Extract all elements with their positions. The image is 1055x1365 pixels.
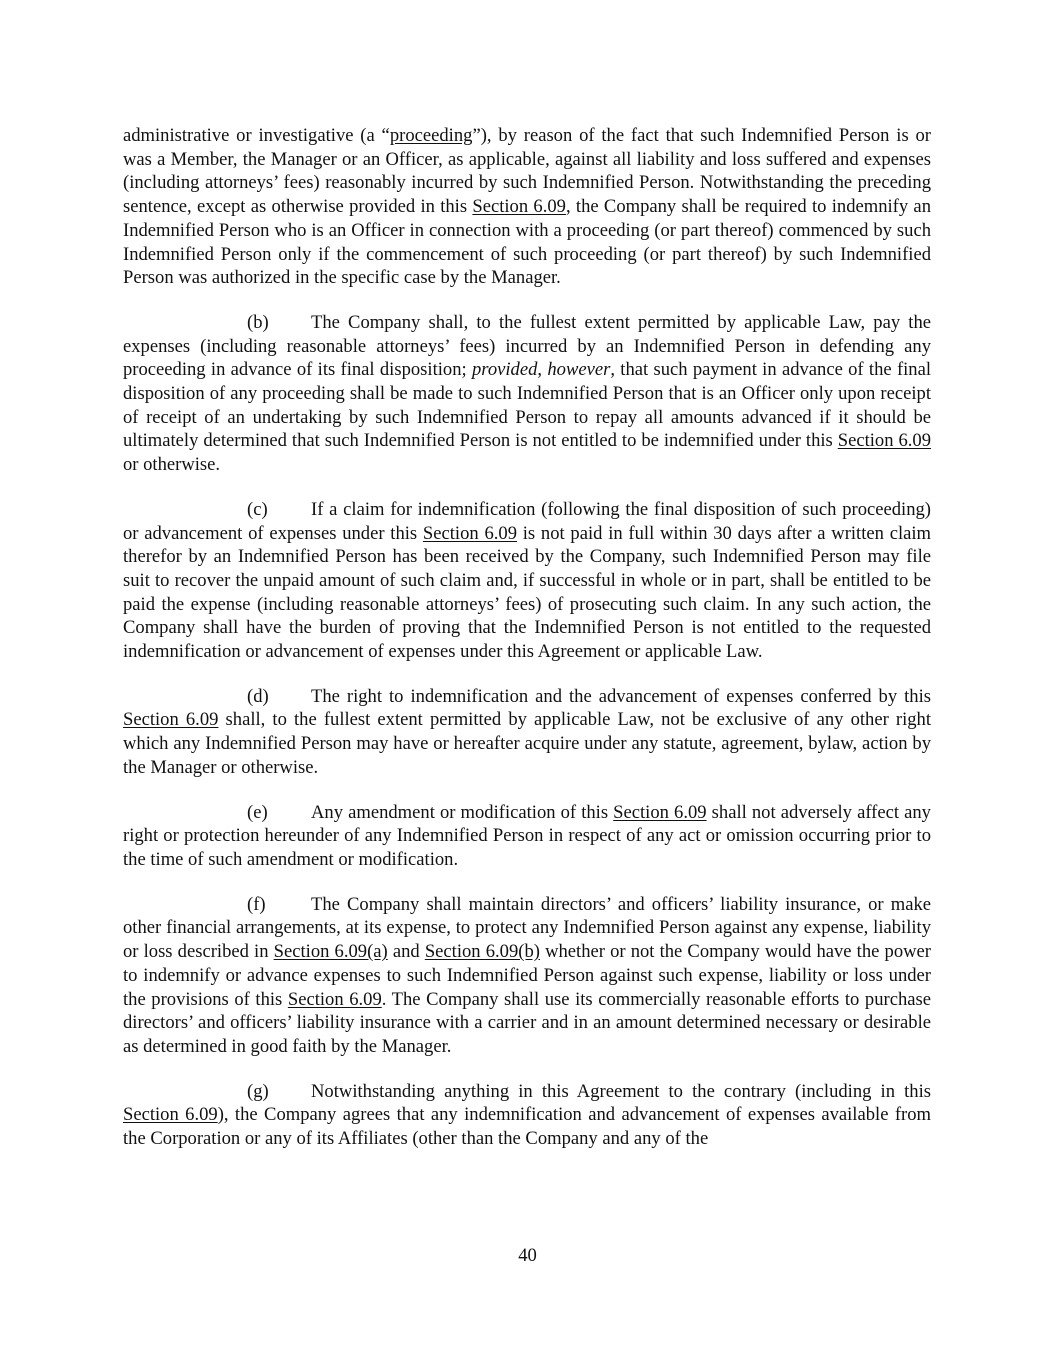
section-reference: Section 6.09 — [287, 988, 382, 1010]
paragraph-label: (c) — [247, 498, 268, 520]
paragraph-label: (f) — [247, 893, 266, 915]
section-reference: Section 6.09 — [613, 801, 707, 823]
section-reference: Section 6.09 — [123, 1104, 218, 1126]
paragraph-label: (d) — [247, 685, 269, 707]
paragraph-label: (e) — [247, 801, 268, 823]
paragraph-g: (g) Notwithstanding anything in this Agreement to the contrary (including in this Section 6.09), the Company agrees that any indemnification and advancement of expenses available from the Corporation or any of its Affiliates (other than the Company and any of the — [123, 1080, 931, 1150]
page-number: 40 — [518, 1245, 537, 1266]
section-reference: Section 6.09 — [472, 196, 566, 218]
paragraph-label: (g) — [247, 1080, 269, 1102]
section-reference: Section 6.09(b) — [424, 941, 540, 963]
defined-term-proceeding: proceeding — [389, 125, 473, 146]
paragraph-d: (d) The right to indemnification and the advancement of expenses conferred by this Section 6.09 shall, to the fullest extent permitted by applicable Law, not be exclusive of any other right which any Indemnified Person may have or hereafter acquire under any statute, agreement, bylaw, action by the Manager or otherwise. — [123, 685, 931, 778]
paragraph-c: (c) If a claim for indemnification (following the final disposition of such proceeding) or advancement of expenses under this Section 6.09 is not paid in full within 30 days after a written claim therefor by an Indemnified Person has been received by the Company, such Indemnified Person may file suit to recover the unpaid amount of such claim and, if successful in whole or in part, shall be entitled to be paid the expense (including reasonable attorneys’ fees) of prosecuting such claim. In any such action, the Company shall have the burden of proving that the Indemnified Person is not entitled to the requested indemnification or advancement of expenses under this Agreement or applicable Law. — [123, 498, 931, 663]
section-reference: Section 6.09 — [837, 430, 931, 452]
document-page — [123, 124, 931, 1172]
section-reference: Section 6.09 — [422, 522, 517, 544]
paragraph-a-continued: administrative or investigative (a “proceeding”), by reason of the fact that such Indemnified Person is or was a Member, the Manager or an Officer, as applicable, against all liability and loss suffered and expenses (including attorneys’ fees) reasonably incurred by such Indemnified Person. Notwithstanding the preceding sentence, except as otherwise provided in this Section 6.09, the Company shall be required to indemnify an Indemnified Person who is an Officer in connection with a proceeding (or part thereof) commenced by such Indemnified Person only if the commencement of such proceeding (or part thereof) by such Indemnified Person was authorized in the specific case by the Manager. — [123, 125, 931, 289]
paragraph-b: (b) The Company shall, to the fullest extent permitted by applicable Law, pay the expenses (including reasonable attorneys’ fees) incurred by an Indemnified Person in defending any proceeding in advance of its final disposition; provided, however, that such payment in advance of the final disposition of any proceeding shall be made to such Indemnified Person that is an Officer only upon receipt of receipt of an undertaking by such Indemnified Person to repay all amounts advanced if it should be ultimately determined that such Indemnified Person is not entitled to be indemnified under this Section 6.09 or otherwise. — [123, 311, 932, 476]
section-reference: Section 6.09 — [123, 709, 219, 731]
paragraph-f: (f) The Company shall maintain directors’ and officers’ liability insurance, or make other financial arrangements, at its expense, to protect any Indemnified Person against any expense, liability or loss described in Section 6.09(a) and Section 6.09(b) whether or not the Company would have the power to indemnify or advance expenses to such Indemnified Person against such expense, liability or loss under the provisions of this Section 6.09. The Company shall use its commercially reasonable efforts to purchase directors’ and officers’ liability insurance with a carrier and in an amount determined necessary or desirable as determined in good faith by the Manager. — [123, 893, 931, 1057]
section-reference: Section 6.09(a) — [273, 941, 388, 963]
paragraph-label: (b) — [247, 311, 269, 333]
paragraph-e: (e) Any amendment or modification of this Section 6.09 shall not adversely affect any right or protection hereunder of any Indemnified Person in respect of any act or omission occurring prior to the time of such amendment or modification. — [123, 801, 931, 870]
